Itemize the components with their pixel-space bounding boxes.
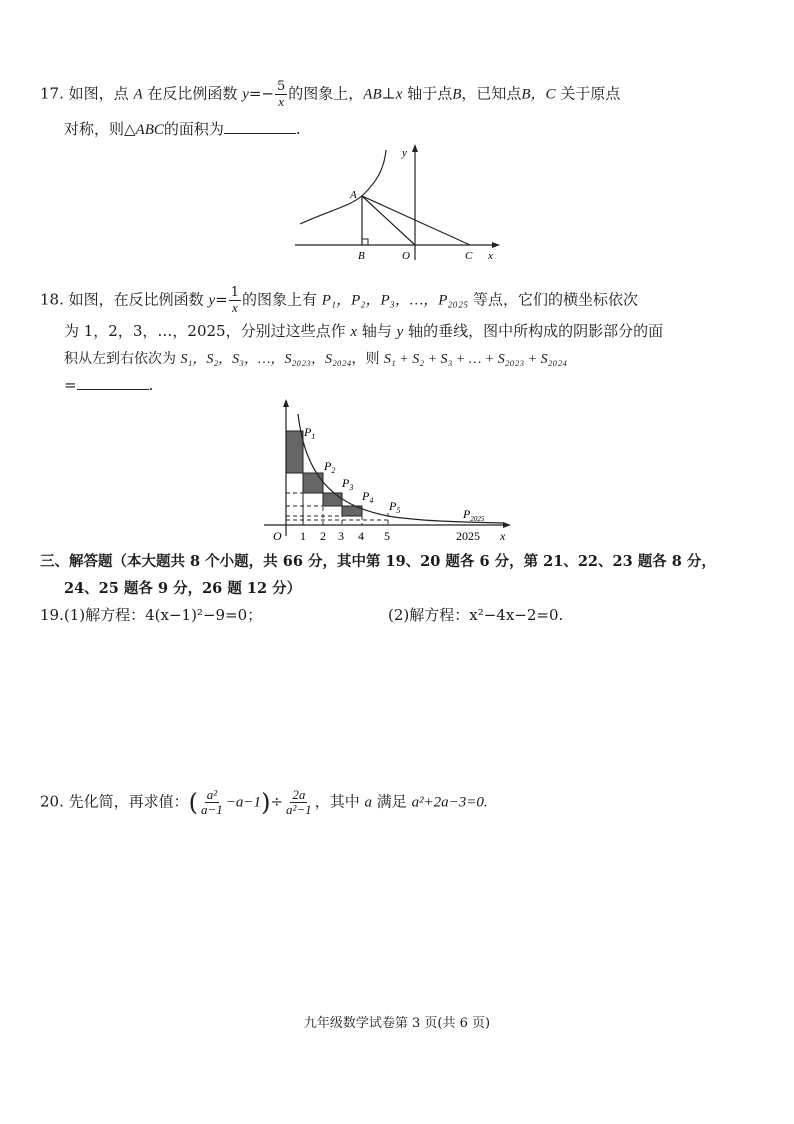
q17-line1: 17. 如图，点 A 在反比例函数 y=− $\frac{5}{x}$ 的图象上，AB⊥x 轴于点B，已知点B，C 关于原点: [40, 79, 621, 109]
q18-number: 18.: [40, 290, 64, 309]
q18-label-p3: $P_3$: [342, 476, 354, 492]
q20-line: 20. 先化简，再求值：( $\frac{\text{a²}}{a-1}$ −a−1)÷ $\frac{2a}{\text{a²−1}}$ ，其中 a 满足 a²+2a−3=0.: [40, 787, 488, 817]
q18-label-p1: $P_1$: [304, 425, 316, 441]
q18-rect-1: [286, 473, 303, 525]
q17-number: 17.: [40, 84, 64, 103]
q18-tick-2025: 2025: [456, 529, 480, 543]
q19-number: 19.: [40, 606, 64, 624]
q18-x-arrow: [503, 522, 511, 528]
q17-segment-ao: [362, 196, 415, 245]
q17-label-a: A: [350, 189, 357, 201]
q18-line1: 18. 如图，在反比例函数 y= $\frac{1}{x}$ 的图象上有 P₁，P₂，P₃，…，P₂₀₂₅ 等点，它们的横坐标依次: [40, 285, 639, 315]
q17-label-x: x: [488, 250, 493, 262]
q18-tick-4: 4: [358, 529, 364, 543]
q17-label-o: O: [402, 250, 410, 262]
q17-y-arrow: [412, 144, 418, 152]
q18-label-p2025: $P_{2025}$: [463, 507, 485, 523]
q18-shade-s1: [286, 431, 303, 473]
q20-number: 20.: [40, 792, 64, 811]
q18-shade-s3: [323, 493, 342, 506]
q18-tick-2: 2: [320, 529, 326, 543]
section3-header-line2: 24、25 题各 9 分，26 题 12 分）: [64, 580, 302, 597]
q18-label-p2: $P_2$: [324, 459, 336, 475]
q17-label-c: C: [465, 250, 473, 262]
q18-shade-s2: [303, 473, 323, 493]
q17-line2: 对称，则△ABC的面积为 .: [64, 120, 301, 138]
q17-label-y: y: [402, 147, 407, 159]
q17-x-arrow: [492, 242, 500, 248]
q17-label-b: B: [358, 250, 365, 262]
q17-right-angle-mark: [362, 239, 368, 245]
q18-label-o: O: [273, 529, 282, 543]
q17-fraction: $\frac{5}{x}$: [277, 79, 286, 109]
q18-line2: 为 1，2，3，…，2025，分别过这些点作 x 轴与 y 轴的垂线，图中所构成的阴影部分的面: [64, 322, 664, 340]
q18-fraction: $\frac{1}{x}$: [230, 285, 239, 315]
q18-y-arrow: [283, 399, 289, 407]
q18-label-p4: $P_4$: [362, 489, 374, 505]
q17-figure: [290, 142, 510, 264]
q18-tick-5: 5: [384, 529, 390, 543]
q17-segment-ac: [362, 196, 470, 245]
q19-part1: 19.(1)解方程：4(x−1)²−9=0；: [40, 606, 263, 624]
page-footer: 九年级数学试卷第 3 页(共 6 页): [303, 1016, 491, 1031]
section3-header-line1: 三、解答题（本大题共 8 个小题，共 66 分，其中第 19、20 题各 6 分，第 21、22、23 题各 8 分，: [40, 553, 716, 570]
q18-label-x: x: [500, 529, 506, 543]
q18-line4: = .: [64, 376, 154, 394]
q18-figure: [258, 396, 528, 546]
q18-line3: 积从左到右依次为 S₁，S₂，S₃，…，S₂₀₂₃，S₂₀₂₄，则 S₁ + S₂ + S₃ + … + S₂₀₂₃ + S₂₀₂₄: [64, 351, 568, 367]
q19-part2: (2)解方程：x²−4x−2=0.: [388, 606, 564, 624]
q17-answer-blank[interactable]: [224, 119, 296, 134]
q18-tick-3: 3: [338, 529, 344, 543]
q18-answer-blank[interactable]: [77, 375, 149, 390]
q18-label-p5: $P_5$: [389, 499, 401, 515]
q18-tick-1: 1: [300, 529, 306, 543]
q20-fraction-2: $\frac{2a}{\text{a²−1}}$: [286, 787, 312, 817]
q17-hyperbola: [300, 150, 386, 224]
q20-fraction-1: $\frac{\text{a²}}{a-1}$: [201, 787, 223, 817]
